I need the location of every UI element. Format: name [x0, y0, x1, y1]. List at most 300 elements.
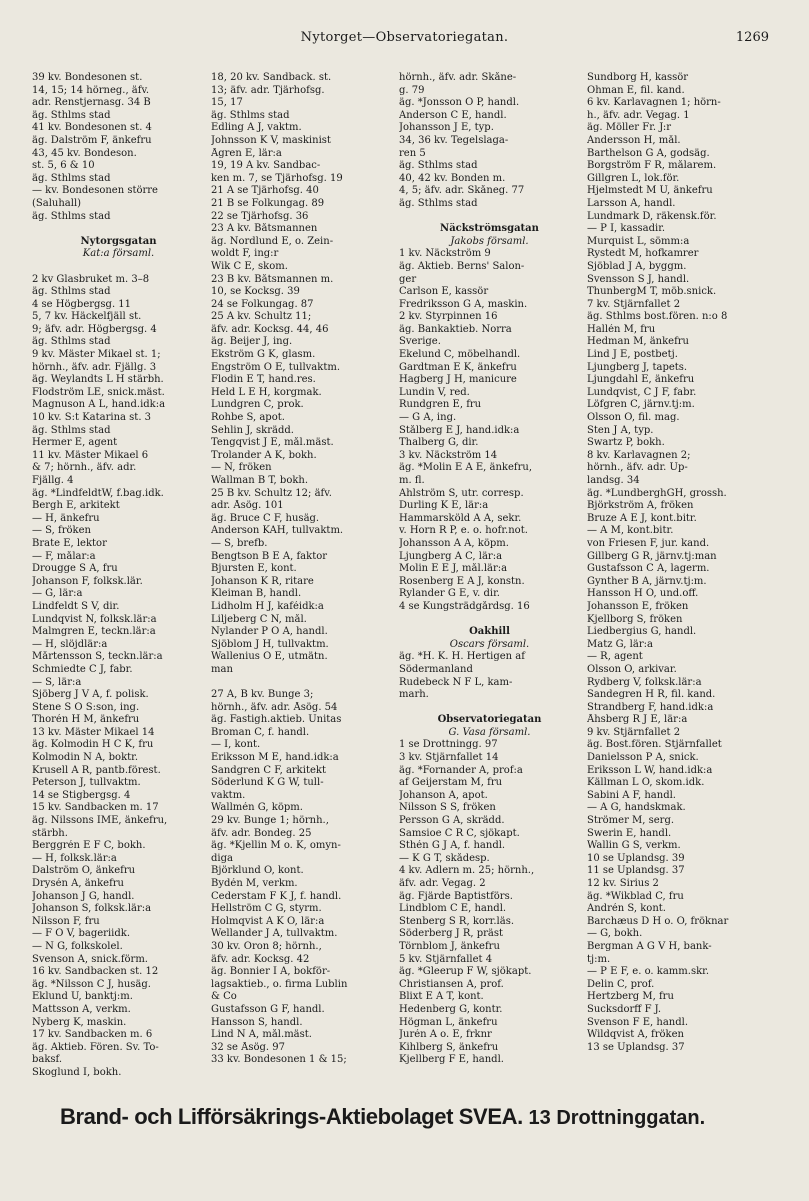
directory-line: 10 se Uplandsg. 39 [587, 852, 685, 864]
directory-line: Matz G, lär:a [587, 638, 653, 650]
directory-line: — A M, kont.bitr. [587, 525, 674, 537]
directory-line: Löfgren C, järnv.tj:m. [587, 399, 695, 411]
directory-line: 41 kv. Bondesonen st. 4 [32, 122, 152, 134]
directory-line: Broman C, f. handl. [211, 726, 310, 738]
page-header [0, 30, 809, 50]
directory-line: ken m. 7, se Tjärhofsg. 19 [211, 172, 343, 184]
directory-line: — H, folksk.lär:a [32, 852, 117, 864]
directory-line: — H, änkefru [32, 512, 100, 524]
directory-line: Svenson F E, handl. [587, 1016, 689, 1028]
directory-line: Peterson J, tullvaktm. [32, 777, 141, 789]
directory-line: äg. Dalström F, änkefru [32, 134, 152, 146]
directory-line: Ljungdahl E, änkefru [587, 374, 695, 386]
directory-line [399, 211, 580, 224]
directory-line: Hedenberg G, kontr. [399, 1003, 503, 1015]
directory-line: Liljeberg C N, mål. [211, 613, 307, 625]
directory-line: 25 B kv. Schultz 12; äfv. [211, 487, 332, 499]
directory-line: 2 kv Glasbruket m. 3–8 [32, 273, 150, 285]
directory-line: äg. Sthlms stad [32, 424, 111, 436]
directory-line: Svenson A, snick.förm. [32, 953, 148, 965]
directory-line: Stålberg E J, hand.idk:a [399, 424, 520, 436]
directory-line: Thorén H M, änkefru [32, 714, 140, 726]
directory-line: äfv. adr. Bondeg. 25 [211, 827, 312, 839]
directory-line: — F, målar:a [32, 550, 96, 562]
directory-line: Ekelund C, möbelhandl. [399, 349, 521, 361]
directory-line: 15, 17 [211, 97, 243, 109]
directory-line: Ågren E, lär:a [211, 147, 282, 159]
directory-line: Johanson A, apot. [399, 789, 488, 801]
directory-line: Lundgren C, prok. [211, 399, 304, 411]
directory-line: — R, agent [587, 651, 643, 663]
directory-line: Johanson F, folksk.lär. [32, 575, 143, 587]
directory-line: äg. Sthlms stad [399, 197, 478, 209]
directory-line: Magnuson A L, hand.idk:a [32, 399, 166, 411]
directory-line: Wildqvist A, fröken [587, 1029, 684, 1041]
directory-line: Rundgren E, fru [399, 399, 482, 411]
directory-line: 3 kv. Näckström 14 [399, 449, 498, 461]
directory-line: Rohbe S, apot. [211, 412, 285, 424]
directory-line: Hallén M, fru [587, 323, 656, 335]
directory-line: Barthelson G A, godsäg. [587, 147, 710, 159]
directory-line: adr. Renstjernasg. 34 B [32, 97, 151, 109]
directory-line: 10, se Kocksg. 39 [211, 286, 300, 298]
directory-line: — S, fröken [32, 525, 91, 537]
directory-line: Gynther B A, järnv.tj:m. [587, 575, 707, 587]
directory-line: Persson G A, skrädd. [399, 815, 505, 827]
directory-line: 11 se Uplandsg. 37 [587, 865, 685, 877]
directory-line: von Friesen F, jur. kand. [587, 537, 710, 549]
directory-line: Lundqvist, C J F, fabr. [587, 386, 697, 398]
directory-line: Wallmén G, köpm. [211, 802, 303, 814]
directory-line: 23 A kv. Båtsmannen [211, 223, 318, 235]
directory-line: Hedman M, änkefru [587, 336, 690, 348]
directory-line: äg. *Nilsson C J, husäg. [32, 978, 151, 990]
directory-line: Törnblom J, änkefru [399, 940, 500, 952]
directory-line: — S, brefb. [211, 537, 268, 549]
directory-line: äfv. adr. Vegag. 2 [399, 878, 486, 889]
directory-line: (Saluhall) [32, 197, 82, 209]
directory-line: 9 kv. Stjärnfallet 2 [587, 726, 681, 738]
directory-line: Öhman E, fil. kand. [587, 84, 685, 96]
directory-line: Larsson A, handl. [587, 197, 676, 209]
directory-line: Strömer M, serg. [587, 815, 675, 827]
directory-line: Rylander G E, v. dir. [399, 588, 500, 600]
directory-line: Fjällg. 4 [32, 475, 74, 486]
directory-line: Olsson O, arkivar. [587, 663, 677, 675]
directory-line: Svensson S J, handl. [587, 273, 690, 285]
directory-line: — P E F, e. o. kamm.skr. [587, 966, 709, 978]
directory-line: Rosenberg E A J, konstn. [399, 575, 525, 587]
directory-line: 7 kv. Stjärnfallet 2 [587, 298, 681, 310]
directory-line: Berggrén E F C, bokh. [32, 840, 146, 852]
directory-line: — I, kont. [211, 739, 261, 751]
directory-line: 22 se Tjärhofsg. 36 [211, 210, 309, 222]
directory-line: Eriksson M E, hand.idk:a [211, 752, 339, 764]
directory-line: Hansson S, handl. [211, 1016, 303, 1028]
directory-line: Bergman A G V H, bank- [587, 940, 712, 952]
directory-line: Lind J E, postbetj. [587, 349, 678, 361]
directory-line: äg. *Fornander A, prof:a [399, 764, 523, 776]
directory-line: Drysén A, änkefru [32, 878, 124, 889]
directory-line: Anderson KAH, tullvaktm. [211, 525, 344, 537]
directory-line: ren 5 [399, 147, 426, 159]
directory-line: 9 kv. Mäster Mikael st. 1; [32, 349, 161, 361]
directory-line: Sucksdorff F J. [587, 1003, 662, 1015]
directory-line: Johanson K R, ritare [211, 575, 314, 587]
directory-line: 34, 36 kv. Tegelslaga- [399, 134, 509, 146]
directory-line: Sjöblad J A, byggm. [587, 260, 687, 272]
directory-line [399, 702, 580, 715]
page-number: 1269 [735, 30, 769, 45]
directory-line: Gillgren L, lok.för. [587, 172, 680, 184]
directory-line: Hjelmstedt M U, änkefru [587, 185, 713, 197]
directory-line: — F O V, bageriidk. [32, 928, 131, 940]
directory-line [32, 223, 205, 236]
directory-line: Bergh E, arkitekt [32, 500, 120, 512]
directory-line: äg. Weylandts L H stärbh. [32, 374, 164, 386]
directory-line: Trolander A K, bokh. [211, 449, 317, 461]
directory-line: 16 kv. Sandbacken st. 12 [32, 966, 159, 978]
directory-line [211, 677, 392, 690]
directory-line: Wellander J A, tullvaktm. [211, 928, 338, 940]
directory-line: Cederstam F K J, f. handl. [211, 890, 342, 902]
directory-line: Sehlin J, skrädd. [211, 424, 294, 436]
directory-line: Hagberg J H, manicure [399, 374, 517, 386]
directory-column-1 [32, 72, 205, 1097]
directory-line: 14, 15; 14 hörneg., äfv. [32, 84, 150, 96]
directory-line: 21 A se Tjärhofsg. 40 [211, 185, 319, 197]
directory-line: Bydén M, verkm. [211, 878, 298, 889]
directory-line: äg. Sthlms stad [32, 286, 111, 298]
directory-line: äg. *Jonsson O P, handl. [399, 97, 520, 109]
directory-line: ger [399, 273, 417, 285]
directory-line [399, 614, 580, 627]
directory-line: Hermer E, agent [32, 437, 118, 449]
directory-line: äg. *LindfeldtW, f.bag.idk. [32, 487, 164, 499]
directory-line: Jurén A o. E, frknr [399, 1029, 492, 1041]
street-heading: Oakhill [469, 626, 510, 638]
street-heading: Nytorgsgatan [80, 235, 157, 247]
directory-line: äg. Sthlms stad [32, 109, 111, 121]
directory-line: Edling A J, vaktm. [211, 122, 302, 134]
directory-line: Söderlund K G W, tull- [211, 777, 324, 789]
directory-line: Blixt E A T, kont. [399, 991, 484, 1003]
street-heading: Näckströmsgatan [440, 223, 539, 235]
street-heading: G. Vasa församl. [448, 726, 531, 738]
directory-line: Brate E, lektor [32, 537, 107, 549]
directory-line: woldt F, ing:r [211, 248, 279, 260]
directory-line: Christiansen A, prof. [399, 978, 504, 990]
directory-line: Nilsson S S, fröken [399, 802, 496, 814]
directory-line: Wallman B T, bokh. [211, 475, 309, 486]
directory-line: Kjellborg S, fröken [587, 613, 683, 625]
directory-line: Barchæus D H o. O, fröknar [587, 915, 729, 927]
directory-line: adr. Åsög. 101 [211, 500, 284, 512]
directory-line: vaktm. [211, 789, 246, 801]
directory-line: Lind N A, mål.mäst. [211, 1029, 312, 1041]
directory-line: Murquist L, sömm:a [587, 235, 690, 247]
directory-column-3 [399, 72, 580, 1097]
directory-line: 3 kv. Stjärnfallet 14 [399, 752, 499, 764]
directory-line: äg. Fastigh.aktieb. Unitas [211, 714, 342, 726]
directory-line: Holmqvist A K O, lär:a [211, 915, 325, 927]
directory-line: 8 kv. Karlavagnen 2; [587, 449, 691, 461]
directory-line: ThunbergM T, möb.snick. [587, 286, 717, 298]
directory-line: 30 kv. Oron 8; hörnh., [211, 940, 322, 952]
directory-line: 18, 20 kv. Sandback. st. [211, 72, 332, 83]
directory-line: 43, 45 kv. Bondeson. [32, 147, 137, 159]
directory-line: Engström O E, tullvaktm. [211, 361, 340, 373]
directory-line: äfv. adr. Kocksg. 44, 46 [211, 323, 329, 335]
directory-line: äg. Kolmodin H C K, fru [32, 739, 154, 751]
directory-line: Lindblom C E, handl. [399, 903, 507, 915]
directory-line: Eriksson L W, hand.idk:a [587, 764, 713, 776]
directory-line: äg. *LundberghGH, grossh. [587, 487, 727, 499]
directory-line: Borgström F R, målarem. [587, 160, 717, 172]
directory-line: hörnh., äfv. adr. Skåne- [399, 72, 517, 83]
directory-line: Sabini A F, handl. [587, 789, 676, 801]
directory-line: 24 se Folkungag. 87 [211, 298, 314, 310]
directory-line: Gustafsson G F, handl. [211, 1003, 325, 1015]
directory-line: Gillberg G R, järnv.tj:man [587, 550, 717, 562]
directory-line: 25 A kv. Schultz 11; [211, 311, 312, 323]
street-heading: Observatoriegatan [437, 714, 542, 726]
directory-line: 1 se Drottningg. 97 [399, 739, 498, 751]
directory-line: baksf. [32, 1054, 63, 1066]
directory-line: äg. Bruce C F, husäg. [211, 512, 320, 524]
directory-line: Lundmark D, räkensk.för. [587, 210, 717, 222]
directory-line: Danielsson P A, snick. [587, 752, 699, 764]
directory-line: 33 kv. Bondesonen 1 & 15; [211, 1054, 347, 1066]
directory-line: 19, 19 A kv. Sandbac- [211, 160, 321, 172]
directory-line: Molin E E J, mål.lär:a [399, 563, 508, 575]
directory-line: & 7; hörnh., äfv. adr. [32, 462, 137, 474]
directory-line: Samsioe C R C, sjökapt. [399, 827, 520, 839]
directory-line: äg. *Gleerup F W, sjökapt. [399, 966, 532, 978]
directory-line: äg. Sthlms stad [32, 336, 111, 348]
directory-line: Sjöberg J V A, f. polisk. [32, 689, 149, 701]
directory-line: Ekström G K, glasm. [211, 349, 316, 361]
directory-line: — S, lär:a [32, 676, 82, 688]
directory-line: 32 se Åsög. 97 [211, 1041, 285, 1053]
directory-line: Gardtman E K, änkefru [399, 361, 517, 373]
directory-line: äg. *H. K. H. Hertigen af [399, 651, 525, 663]
directory-line: — N G, folkskolel. [32, 940, 123, 952]
directory-line: Ahlström S, utr. corresp. [399, 487, 524, 499]
directory-line: Bruze A E J, kont.bitr. [587, 512, 697, 524]
directory-line: — A G, handskmak. [587, 802, 686, 814]
directory-line: äg. Nilssons IME, änkefru, [32, 815, 168, 827]
directory-column-4 [587, 72, 777, 1097]
directory-line: äg. *Molin E A E, änkefru, [399, 462, 533, 474]
directory-line: Wallenius O E, utmätn. [211, 651, 328, 663]
street-heading: Jakobs församl. [450, 235, 529, 247]
directory-line: marh. [399, 689, 429, 701]
directory-line: Ljungberg A C, lär:a [399, 550, 503, 562]
directory-line: Johanson J G, handl. [32, 890, 135, 902]
directory-line: 40, 42 kv. Bonden m. [399, 172, 506, 184]
directory-line: 13 se Uplandsg. 37 [587, 1041, 685, 1053]
directory-line: äg. Nordlund E, o. Zein- [211, 235, 334, 247]
directory-line: Delin C, prof. [587, 978, 655, 990]
directory-line: Flodström LE, snick.mäst. [32, 386, 165, 398]
directory-line: Krusell A R, pantb.förest. [32, 764, 161, 776]
directory-line: stärbh. [32, 827, 68, 839]
directory-line: Swerin E, handl. [587, 827, 672, 839]
directory-line: 39 kv. Bondesonen st. [32, 72, 143, 83]
directory-line: äg. Bankaktieb. Norra [399, 323, 512, 335]
directory-line: Rystedt M, hofkamrer [587, 248, 699, 260]
directory-line: af Geijerstam M, fru [399, 777, 503, 789]
directory-line: 1 kv. Näckström 9 [399, 248, 491, 260]
directory-line: 4 kv. Adlern m. 25; hörnh., [399, 865, 535, 877]
directory-line: 29 kv. Bunge 1; hörnh., [211, 815, 329, 827]
directory-line: 17 kv. Sandbacken m. 6 [32, 1029, 153, 1041]
directory-line: Carlson E, kassör [399, 286, 489, 298]
directory-line: äg. Aktieb. Fören. Sv. To- [32, 1041, 159, 1053]
directory-line: äg. *Wikblad C, fru [587, 890, 684, 902]
directory-line: — G, lär:a [32, 588, 83, 600]
directory-line: landsg. 34 [587, 475, 640, 486]
directory-line: Liedbergius G, handl. [587, 626, 697, 638]
directory-line: lagsaktieb., o. firma Lublin [211, 978, 348, 990]
directory-column-2 [211, 72, 392, 1097]
directory-line: 6 kv. Karlavagnen 1; hörn- [587, 97, 721, 109]
directory-line: Hammarsköld A A, sekr. [399, 512, 522, 524]
directory-line: man [211, 663, 233, 675]
directory-line: Eklund U, banktj:m. [32, 991, 133, 1003]
directory-line: Mårtensson S, teckn.lär:a [32, 651, 163, 663]
directory-line: Lindfeldt S V, dir. [32, 600, 120, 612]
directory-line: Stene S O S:son, ing. [32, 701, 140, 713]
directory-line: 23 B kv. Båtsmannen m. [211, 273, 334, 285]
directory-line: Sjöblom J H, tullvaktm. [211, 638, 329, 650]
directory-line: 14 se Stigbergsg. 4 [32, 789, 131, 801]
directory-line: Ljungberg J, tapets. [587, 361, 688, 373]
directory-line: Rydberg V, folksk.lär:a [587, 676, 702, 688]
directory-line: Sten J A, typ. [587, 424, 654, 436]
directory-line: Björkström A, fröken [587, 500, 694, 512]
directory-line: — P I, kassadir. [587, 223, 666, 235]
directory-line: Johansson E, fröken [587, 600, 689, 612]
directory-line: Hellström C G, styrm. [211, 903, 322, 915]
directory-line: 5, 7 kv. Häckelfjäll st. [32, 311, 142, 323]
directory-line: Nyberg K, maskin. [32, 1016, 127, 1028]
directory-line: Andrén S, kont. [587, 903, 666, 915]
directory-line: 10 kv. S:t Katarina st. 3 [32, 412, 152, 424]
directory-line: 11 kv. Mäster Mikael 6 [32, 449, 149, 461]
directory-line: Källman L O, skom.idk. [587, 777, 705, 789]
directory-line: Drougge S A, fru [32, 563, 118, 575]
directory-line: Kleiman B, handl. [211, 588, 302, 600]
directory-line [32, 261, 205, 274]
directory-line: g. 79 [399, 84, 425, 96]
directory-line: Durling K E, lär:a [399, 500, 489, 512]
directory-line: Fredriksson G A, maskin. [399, 298, 528, 310]
directory-line: 27 A, B kv. Bunge 3; [211, 689, 314, 701]
directory-line: Söderberg J R, präst [399, 928, 504, 940]
page-title: Nytorget—Observatoriegatan. [300, 30, 509, 45]
advertisement-address: 13 Drottninggatan. [528, 1107, 706, 1129]
directory-line: Gustafsson C A, lagerm. [587, 563, 710, 575]
directory-line: Åhsberg R J E, lär:a [587, 714, 688, 726]
directory-line: äg. *Kjellin M o. K, omyn- [211, 840, 341, 852]
directory-line: Södermanland [399, 663, 473, 675]
directory-line: Kjellberg F E, handl. [399, 1054, 504, 1066]
directory-line: Kolmodin N A, boktr. [32, 752, 139, 764]
directory-line: — N, fröken [211, 462, 272, 474]
directory-line: st. 5, 6 & 10 [32, 160, 95, 172]
advertisement-footer [60, 1102, 760, 1132]
directory-line: & Co [211, 991, 237, 1003]
directory-line: Dalström O, änkefru [32, 865, 136, 877]
directory-line: hörnh., äfv. adr. Åsög. 54 [211, 701, 338, 713]
directory-line: hörnh., äfv. adr. Up- [587, 462, 688, 474]
directory-line: Held L E H, korgmak. [211, 386, 322, 398]
directory-line: äg. Bonnier I A, bokför- [211, 966, 331, 978]
directory-line: äg. Sthlms stad [399, 160, 478, 172]
directory-line: h., äfv. adr. Vegag. 1 [587, 109, 690, 121]
directory-line: äg. Bost.fören. Stjärnfallet [587, 739, 722, 751]
directory-line: Högman L, änkefru [399, 1016, 498, 1028]
directory-line: Tengqvist J E, mål.mäst. [211, 437, 334, 449]
directory-line: Anderson C E, handl. [399, 109, 507, 121]
directory-line: Bjursten E, kont. [211, 563, 297, 575]
directory-line: Björklund O, kont. [211, 865, 304, 877]
directory-line: Olsson O, fil. mag. [587, 412, 680, 424]
directory-line: Lundqvist N, folksk.lär:a [32, 613, 157, 625]
directory-line: Hansson H O, und.off. [587, 588, 699, 600]
directory-line: Bengtson B E A, faktor [211, 550, 328, 562]
directory-line: 4, 5; äfv. adr. Skåneg. 77 [399, 185, 525, 197]
directory-line: Sthén G J A, f. handl. [399, 840, 506, 852]
directory-line: Sverige. [399, 336, 441, 348]
directory-line: — K G T, skådesp. [399, 852, 490, 864]
directory-line: Wik C E, skom. [211, 260, 288, 272]
directory-line: 13 kv. Mäster Mikael 14 [32, 726, 155, 738]
directory-line: 9; äfv. adr. Högbergsg. 4 [32, 323, 157, 335]
directory-line: 12 kv. Sirius 2 [587, 878, 659, 889]
directory-line: Nilsson F, fru [32, 915, 100, 927]
directory-line: hörnh., äfv. adr. Fjällg. 3 [32, 361, 157, 373]
directory-columns [32, 72, 777, 1097]
directory-line: diga [211, 852, 233, 864]
directory-line: Swartz P, bokh. [587, 437, 665, 449]
directory-line: v. Horn R P, e. o. hofr.not. [399, 525, 528, 537]
directory-line: Wallin G S, verkm. [587, 840, 681, 852]
directory-line: Johansson J E, typ. [399, 122, 494, 134]
directory-line: äfv. adr. Kocksg. 42 [211, 953, 310, 965]
directory-line: Nylander P O A, handl. [211, 626, 328, 638]
directory-line: Flodin E T, hand.res. [211, 374, 316, 386]
directory-line: — H, slöjdlär:a [32, 638, 108, 650]
directory-line: Lundin V, red. [399, 386, 470, 398]
directory-line: Strandberg F, hand.idk:a [587, 701, 714, 713]
street-heading: Kat:a församl. [82, 248, 155, 260]
directory-line: Sandgren C F, arkitekt [211, 764, 326, 776]
directory-line: 4 se Kungsträdgårdsg. 16 [399, 600, 530, 612]
directory-line: Sundborg H, kassör [587, 72, 689, 83]
directory-line: Skoglund I, bokh. [32, 1066, 122, 1078]
directory-line: Sandegren H R, fil. kand. [587, 689, 716, 701]
directory-line: Johansson A A, köpm. [399, 537, 509, 549]
directory-line: äg. Möller Fr. J:r [587, 122, 671, 134]
directory-line: Malmgren E, teckn.lär:a [32, 626, 156, 638]
directory-line: Johnsson K V, maskinist [211, 134, 331, 146]
directory-line: Lidholm H J, kaféidk:a [211, 600, 324, 612]
directory-line: Hertzberg M, fru [587, 991, 674, 1003]
directory-line: Johanson S, folksk.lär:a [32, 903, 152, 915]
